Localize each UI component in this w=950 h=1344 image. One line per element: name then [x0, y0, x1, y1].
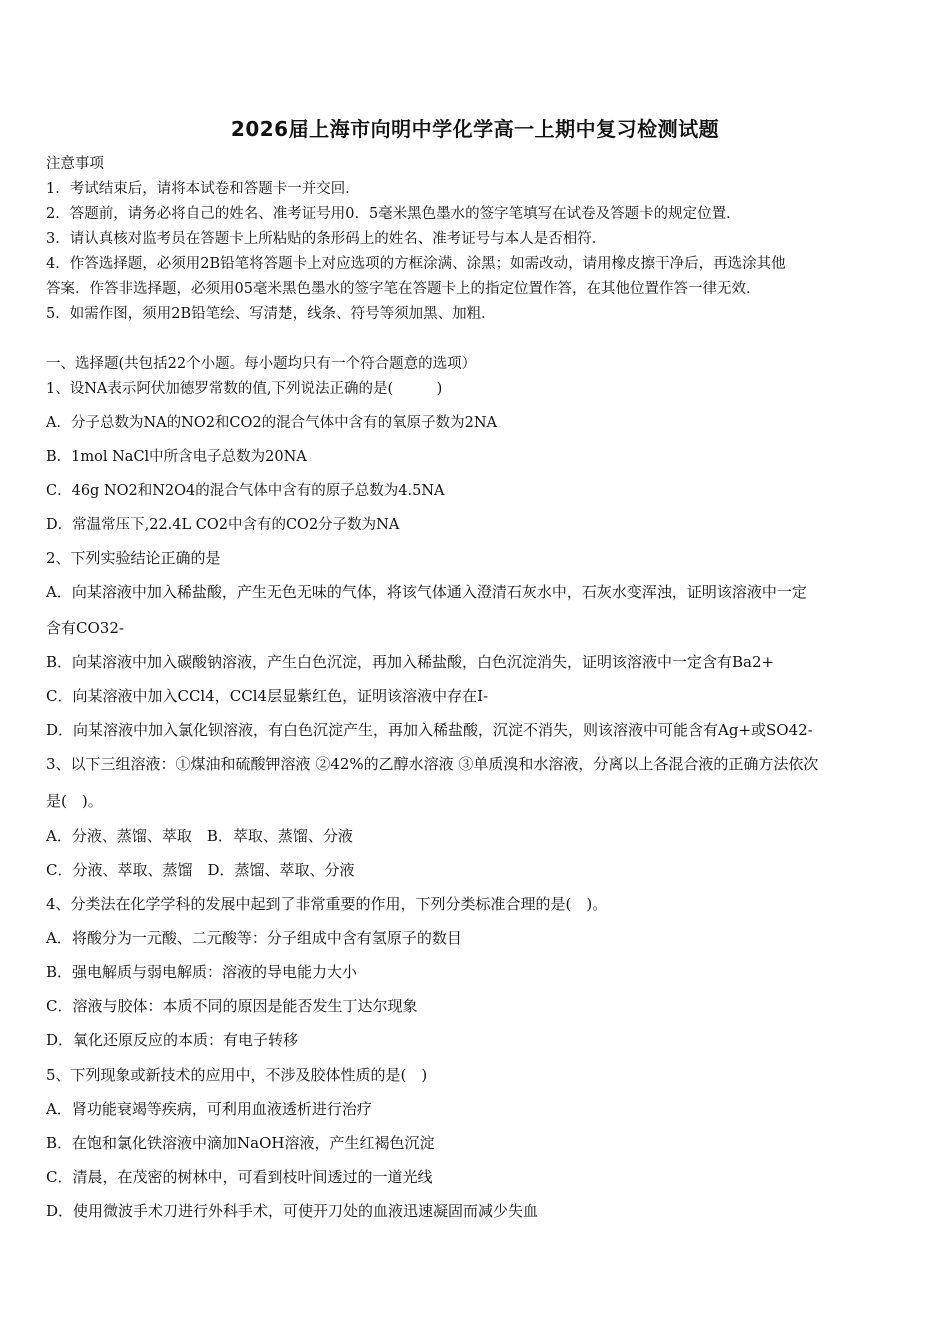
notice-item: 答案．作答非选择题，必须用05毫米黑色墨水的签字笔在答题卡上的指定位置作答，在其他位置作答一律无效． — [46, 281, 761, 297]
q4-option-c: C．溶液与胶体：本质不同的原因是能否发生丁达尔现象 — [46, 997, 418, 1015]
q3-options-ab: A．分液、蒸馏、萃取 B．萃取、蒸馏、分液 — [46, 827, 353, 845]
q1-option-b: B．1mol NaCl中所含电子总数为20NA — [46, 449, 307, 465]
q5-option-a: A．肾功能衰竭等疾病，可利用血液透析进行治疗 — [46, 1100, 372, 1118]
notice-item: 1．考试结束后，请将本试卷和答题卡一并交回． — [46, 181, 360, 197]
notice-item: 5．如需作图，须用2B铅笔绘、写清楚，线条、符号等须加黑、加粗． — [46, 306, 496, 322]
q5-option-c: C．清晨，在茂密的树林中，可看到枝叶间透过的一道光线 — [46, 1168, 433, 1186]
q2-option-b: B．向某溶液中加入碳酸钠溶液，产生白色沉淀，再加入稀盐酸，白色沉淀消失，证明该溶液中一定含有Ba2+ — [46, 653, 775, 671]
q3-options-cd: C．分液、萃取、蒸馏 D．蒸馏、萃取、分液 — [46, 861, 355, 879]
q2-stem: 2、下列实验结论正确的是 — [46, 549, 221, 567]
q4-option-b: B．强电解质与弱电解质：溶液的导电能力大小 — [46, 963, 358, 981]
q4-stem: 4、分类法在化学学科的发展中起到了非常重要的作用，下列分类标准合理的是( )。 — [46, 895, 608, 913]
q5-stem: 5、下列现象或新技术的应用中，不涉及胶体性质的是( ) — [46, 1066, 428, 1084]
q5-option-d: D．使用微波手术刀进行外科手术，可使开刀处的血液迅速凝固而减少失血 — [46, 1202, 539, 1220]
q5-option-b: B．在饱和氯化铁溶液中滴加NaOH溶液，产生红褐色沉淀 — [46, 1134, 435, 1152]
q3-stem: 3、以下三组溶液：①煤油和硫酸钾溶液 ②42%的乙醇水溶液 ③单质溴和水溶液，分离以上各混合液的正确方法依次 — [46, 755, 819, 773]
q3-stem-cont: 是( )。 — [46, 792, 103, 810]
notice-item: 4．作答选择题，必须用2B铅笔将答题卡上对应选项的方框涂满、涂黑；如需改动，请用橡皮擦干净后，再选涂其他 — [46, 256, 786, 272]
section-heading: 一、选择题(共包括22个小题。每小题均只有一个符合题意的选项） — [46, 356, 477, 372]
q1-option-a: A．分子总数为NA的NO2和CO2的混合气体中含有的氧原子数为2NA — [46, 415, 498, 431]
notice-item: 3．请认真核对监考员在答题卡上所粘贴的条形码上的姓名、准考证号与本人是否相符． — [46, 231, 607, 247]
exam-title: 2026届上海市向明中学化学高一上期中复习检测试题 — [230, 117, 720, 141]
q1-stem: 1、设NA表示阿伏加德罗常数的值,下列说法正确的是( ) — [46, 381, 443, 397]
q1-option-c: C．46g NO2和N2O4的混合气体中含有的原子总数为4.5NA — [46, 483, 445, 499]
q2-option-c: C．向某溶液中加入CCl4，CCl4层显紫红色，证明该溶液中存在I- — [46, 687, 489, 705]
q4-option-a: A．将酸分为一元酸、二元酸等：分子组成中含有氢原子的数目 — [46, 929, 462, 947]
q1-option-d: D．常温常压下,22.4L CO2中含有的CO2分子数为NA — [46, 517, 400, 533]
q2-option-a: A．向某溶液中加入稀盐酸，产生无色无味的气体，将该气体通入澄清石灰水中，石灰水变浑浊，证明该溶液中一定 — [46, 583, 807, 601]
q4-option-d: D．氧化还原反应的本质：有电子转移 — [46, 1031, 299, 1049]
q2-option-d: D．向某溶液中加入氯化钡溶液，有白色沉淀产生，再加入稀盐酸，沉淀不消失，则该溶液中可能含有Ag+或SO42- — [46, 721, 813, 739]
notice-heading: 注意事项 — [46, 156, 104, 172]
notice-item: 2．答题前，请务必将自己的姓名、准考证号用0．5毫米黑色墨水的签字笔填写在试卷及答题卡的规定位置． — [46, 206, 741, 222]
q2-option-a-cont: 含有CO32- — [46, 619, 124, 637]
